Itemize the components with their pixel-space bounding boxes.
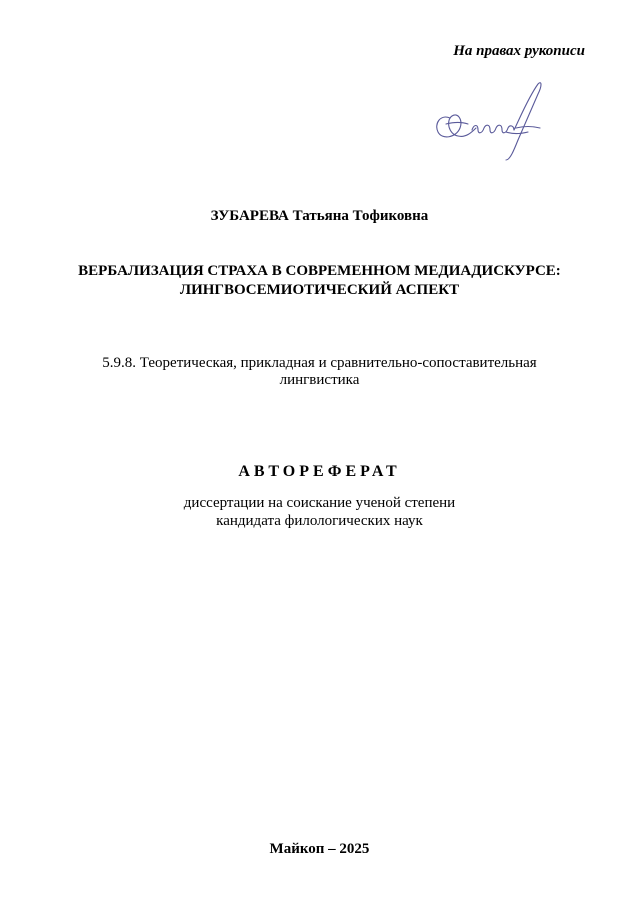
specialty-line-2: лингвистика [279,372,360,388]
title-line-1: ВЕРБАЛИЗАЦИЯ СТРАХА В СОВРЕМЕННОМ МЕДИАДИСКУРСЕ: [78,263,561,279]
description-line-1: диссертации на соискание ученой степени [183,495,456,511]
specialty-line-1: 5.9.8. Теоретическая, прикладная и сравнительно-сопоставительная [102,355,537,371]
document-type-heading: АВТОРЕФЕРАТ [238,463,401,480]
author-name: ЗУБАРЕВА Татьяна Тофиковна [210,208,429,224]
document-description [0,494,639,530]
title-line-2: ЛИНГВОСЕМИОТИЧЕСКИЙ АСПЕКТ [179,282,460,298]
specialty [40,355,599,389]
rights-note: На правах рукописи [453,43,585,59]
place-and-year: Майкоп – 2025 [269,841,370,857]
description-line-2: кандидата филологических наук [216,513,423,529]
dissertation-title [40,262,599,300]
signature-image [432,78,544,162]
